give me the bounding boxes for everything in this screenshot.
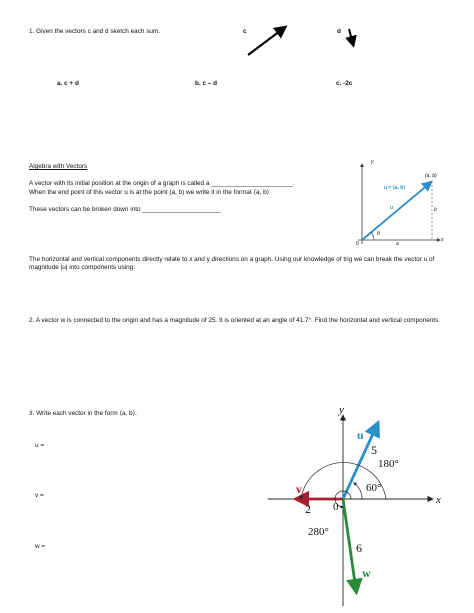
q1-part-a: a. c + d bbox=[57, 80, 79, 87]
q1-part-b: b. c – d bbox=[195, 80, 218, 87]
big-origin-label: 0 bbox=[333, 501, 339, 513]
big-x-label: x bbox=[436, 494, 441, 506]
q3-answer-v: v = bbox=[35, 492, 44, 499]
q2-text: 2. A vector w is connected to the origin and has a magnitude of 25. It is oriented at an angle of 41.7°. Find the horizontal and vertical components. bbox=[29, 317, 441, 324]
angle-280-label: 280° bbox=[308, 526, 329, 538]
algebra-components-paragraph: The horizontal and vertical components directly relate to x and y directions on a graph. Using our knowledge of trig we can break the vector u of magnitude |u| into components using: bbox=[29, 256, 435, 271]
small-y-label: y bbox=[371, 159, 374, 165]
u-magnitude: 5 bbox=[371, 443, 377, 457]
algebra-line-2: When the end point of this vector u is at the point (a, b) we write it in the format ⟨a, b⟩ bbox=[29, 189, 270, 196]
v-label: v bbox=[296, 482, 302, 496]
angle-60-label: 60° bbox=[366, 482, 382, 494]
small-point-label: (a, b) bbox=[425, 173, 437, 179]
algebra-line-3: These vectors can be broken down into ______________________ bbox=[29, 206, 221, 213]
small-theta-label: θ bbox=[377, 231, 380, 237]
algebra-heading: Algebra with Vectors bbox=[29, 163, 88, 170]
small-magnitude-label: u bbox=[390, 205, 394, 211]
u-label: u bbox=[357, 428, 364, 442]
vector-c-label: c bbox=[243, 28, 247, 35]
w-label: w bbox=[362, 566, 371, 580]
v-magnitude: 2 bbox=[305, 502, 311, 516]
small-vector-label: u = ⟨a, b⟩ bbox=[384, 185, 406, 191]
q3-prompt: 3. Write each vector in the form ⟨a, b⟩. bbox=[29, 410, 137, 417]
algebra-line-1: A vector with its initial position at the origin of a graph is called a _______________________. bbox=[29, 180, 295, 187]
small-a-label: a bbox=[396, 241, 399, 247]
q1-part-c: c. -2c bbox=[336, 80, 353, 87]
angle-180-label: 180° bbox=[378, 458, 399, 470]
w-magnitude: 6 bbox=[356, 541, 362, 555]
big-y-label: y bbox=[339, 404, 344, 416]
vector-w bbox=[343, 499, 356, 590]
small-x-label: x bbox=[441, 237, 444, 243]
arc-60 bbox=[354, 483, 362, 499]
vector-d-label: d bbox=[337, 28, 341, 35]
small-origin-label: 0 bbox=[356, 241, 359, 247]
q3-answer-u: u = bbox=[35, 442, 45, 449]
q1-prompt: 1. Given the vectors c and d sketch each sum. bbox=[29, 28, 161, 35]
q3-answer-w: w = bbox=[35, 543, 46, 550]
small-b-label: b bbox=[434, 207, 437, 213]
